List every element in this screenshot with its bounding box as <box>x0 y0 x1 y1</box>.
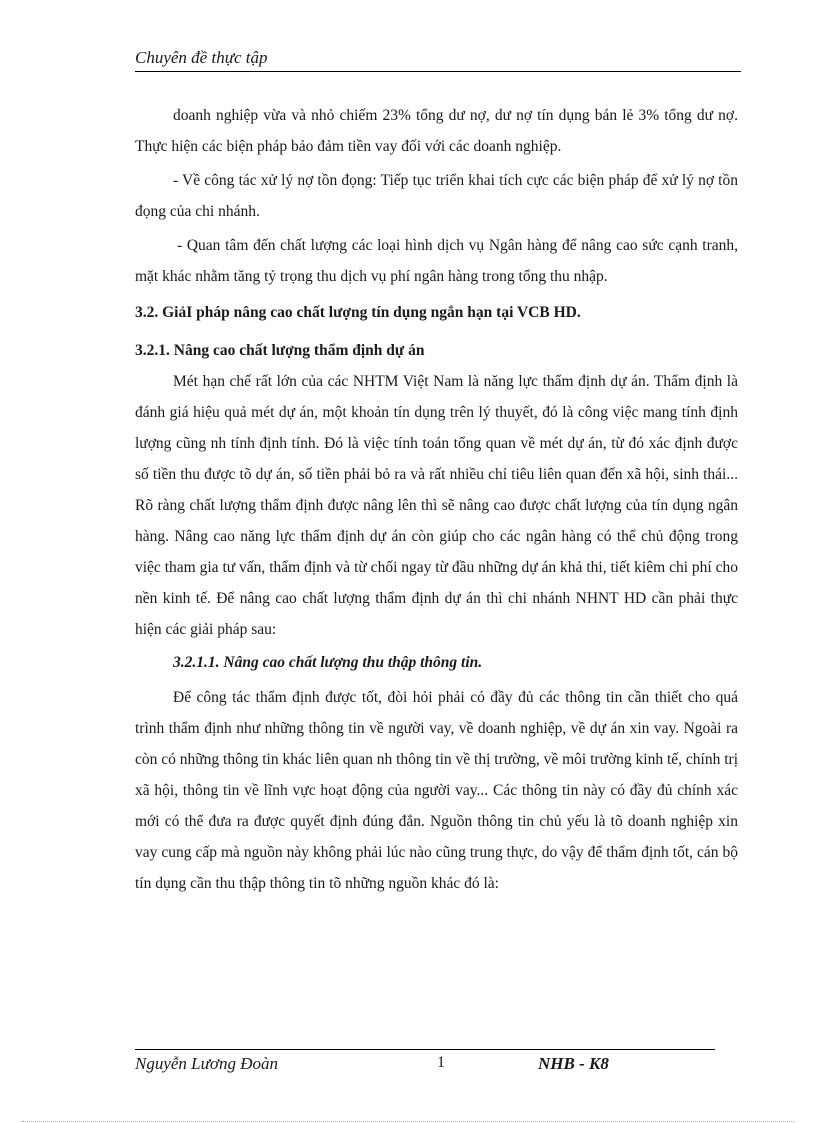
page-bottom-border <box>22 1121 794 1122</box>
section-heading-3-2-1-1: 3.2.1.1. Nâng cao chất lượng thu thập thông tin. <box>173 654 483 671</box>
header-divider <box>135 71 741 72</box>
paragraph-loan-structure: doanh nghiệp vừa và nhỏ chiếm 23% tổng dư nợ, dư nợ tín dụng bán lẻ 3% tổng dư nợ. Thực hiện các biện pháp bảo đảm tiền vay đối với các doanh nghiệp. <box>135 107 738 155</box>
paragraph-service-quality: - Quan tâm đến chất lượng các loại hình dịch vụ Ngân hàng để nâng cao sức cạnh tranh, mặt khác nhằm tăng tỷ trọng thu dịch vụ phí ngân hàng trong tổng thu nhập. <box>135 237 738 285</box>
footer-divider <box>135 1049 715 1050</box>
page-number: 1 <box>437 1054 445 1071</box>
section-heading-3-2: 3.2. GiảI pháp nâng cao chất lượng tín dụng ngắn hạn tại VCB HD. <box>135 304 581 321</box>
paragraph-bad-debt: - Về công tác xử lý nợ tồn đọng: Tiếp tục triển khai tích cực các biện pháp để xử lý nợ tồn đọng của chi nhánh. <box>135 172 738 220</box>
document-body <box>135 100 738 899</box>
section-heading-3-2-1: 3.2.1. Nâng cao chất lượng thẩm định dự án <box>135 342 425 359</box>
running-header-title: Chuyên đề thực tập <box>135 48 268 67</box>
footer-class-code: NHB - K8 <box>538 1054 609 1073</box>
paragraph-appraisal: Mét hạn chế rất lớn của các NHTM Việt Nam là năng lực thẩm định dự án. Thẩm định là đánh giá hiệu quả mét dự án, một khoản tín dụng trên lý thuyết, đó là công việc mang tính định lượng cũng nh tính định tính. Đó là việc tính toán tổng quan về mét dự án, từ đó xác định được số tiền thu được tõ dự án, số tiền phải bỏ ra và rất nhiều chỉ tiêu liên quan đến xã hội, sinh thái... Rõ ràng chất lượng thẩm định được nâng lên thì sẽ nâng cao được chất lượng của tín dụng ngân hàng. Nâng cao năng lực thẩm định dự án còn giúp cho các ngân hàng có thể chủ động trong việc tham gia tư vấn, thẩm định và từ chối ngay từ đầu những dự án khả thi, tiết kiêm chi phí cho nền kinh tế. Để nâng cao chất lượng thẩm định dự án thì chi nhánh NHNT HD cần phải thực hiện các giải pháp sau: <box>135 373 738 638</box>
footer-author: Nguyễn Lương Đoàn <box>135 1054 279 1073</box>
paragraph-information: Để công tác thẩm định được tốt, đòi hỏi phải có đầy đủ các thông tin cần thiết cho quá trình thẩm định như những thông tin về người vay, về doanh nghiệp, về dự án xin vay. Ngoài ra còn có những thông tin khác liên quan nh thông tin về thị trường, về môi trường kinh tế, chính trị xã hội, thông tin về lĩnh vực hoạt động của người vay... Các thông tin này có đầy đủ chính xác mới có thể đưa ra được quyết định đúng đắn. Nguồn thông tin chủ yếu là tõ doanh nghiệp xin vay cung cấp mà nguồn này không phải lúc nào cũng trung thực, do vậy để thẩm định tốt, cán bộ tín dụng cần thu thập thông tin tõ những nguồn khác đó là: <box>135 689 738 892</box>
